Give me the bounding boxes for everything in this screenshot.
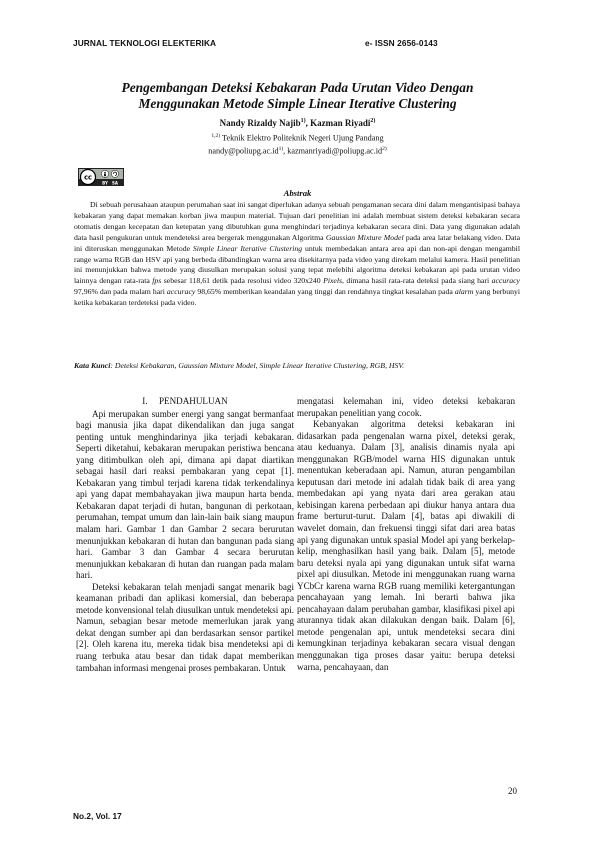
journal-name: JURNAL TEKNOLOGI ELEKTERIKA: [73, 38, 217, 48]
abstract-part: sebesar 118,61 detik pada resolusi video 320x240: [161, 276, 324, 286]
abstract-term-alarm: alarm: [454, 287, 474, 297]
page-number: 20: [508, 786, 517, 796]
title-line-2: Menggunakan Metode Simple Linear Iterative Clustering: [138, 96, 457, 111]
title-line-1: Pengembangan Deteksi Kebakaran Pada Urutan Video Dengan: [121, 80, 474, 95]
abstract-term-gmm: Gaussian Mixture Model: [325, 232, 404, 242]
abstract-part: pada area latar belakang video. Data ini diteruskan menggunakan Metode: [74, 232, 521, 253]
abstract-part: untuk membedakan antara area api dan non-api dengan mengambil range warna RGB dan HSV api yang berbeda dibandingkan warna area disekitarnya pada video yang direkam melalui kamera. Hasil penelitian ini menunjukkan bahwa metode yang diusulkan merupakan solusi yang tepat melebihi algoritma deteksi kebakaran api pada urutan video lainnya dengan rata-rata: [74, 243, 520, 286]
column-left: [76, 396, 294, 674]
by-label: BY: [102, 180, 108, 186]
abstract-part: Di sebuah perusahaan ataupun perumahan saat ini sangat diperlukan adanya sebuah pengamanan secara dini dalam mengantisipasi bahaya kebakaran yang dapat memakan korban jiwa maupun material. Tujuan dari penelitian ini adalah membuat sistem deteksi kebakaran secara otomatis dengan kecepatan dan ketepatan yang dibutuhkan guna menghindari terjadinya kebakaran secara dini. Data yang digunakan adalah data hasil pengukuran untuk mendeteksi area bergerak menggunakan Algoritma: [74, 200, 520, 242]
abstract-part: 97,96% dan pada malam hari: [74, 287, 167, 297]
author-1: Nandy Rizaldy Najib: [219, 118, 301, 128]
paragraph: mengatasi kelemahan ini, video deteksi kebakaran merupakan penelitian yang cocok.: [297, 396, 515, 418]
paragraph: Deteksi kebakaran telah menjadi sangat menarik bagi keamanan pribadi dan aplikasi komersial, dan beberapa metode konvensional telah diusulkan untuk mendeteksi api. Namun, sebagian besar metode memerlukan jarak yang dekat dengan sumber api dan berdasarkan sensor partikel [2]. Oleh karena itu, mereka tidak bisa mendeteksi api di ruang terbuka atau besar dan tidak dapat memberikan tambahan informasi mengenai proses pembakaran. Untuk: [76, 581, 294, 673]
abstract-part: 98,65% memberikan keandalan yang tinggi dan rendahnya tingkat kesalahan pada: [195, 287, 455, 297]
sa-label: SA: [112, 180, 118, 186]
keywords-text: : Deteksi Kebakaran, Gaussian Mixture Model, Simple Linear Iterative Clustering, RGB, HSV.: [110, 361, 405, 370]
issn: e- ISSN 2656-0143: [365, 38, 438, 48]
abstract-part: yang berbunyi ketika kebakaran terdeteksi pada video.: [74, 287, 520, 308]
abstract-term-accuracy: accuracy: [491, 276, 520, 286]
author-2-sup: 2): [370, 118, 376, 124]
author-2: Kazman Riyadi: [310, 118, 371, 128]
email-1-sup: 1): [278, 145, 284, 152]
affiliation: [60, 131, 535, 156]
section-number: I.: [142, 396, 148, 406]
abstract-term-fps: fps: [152, 276, 162, 286]
author-separator: ,: [305, 118, 311, 128]
paragraph: Api merupakan sumber energi yang sangat bermanfaat bagi manusia jika dapat dikendalikan dan juga sangat penting untuk menghindarinya jika terjadi kebakaran. Seperti diketahui, kebakaran merupakan peristiwa bencana yang ditimbulkan oleh api, dimana api dapat diartikan sebagai hasil dari reaksi pembakaran yang cepat [1]. Kebakaran yang timbul terjadi karena tidak terkendalinya api yang dapat membahayakan jiwa maupun harta benda. Kebakaran dapat terjadi di hutan, bangunan di perkotaan, perumahan, tempat umum dan lain-lain baik siang maupun malam hari. Gambar 1 dan Gambar 2 secara berurutan menunjukkan kebakaran di hutan dan bangunan pada siang hari. Gambar 3 dan Gambar 4 secara berurutan menunjukkan kebakaran di hutan dan ruangan pada malam hari.: [76, 408, 294, 581]
paragraph: Kebanyakan algoritma deteksi kebakaran ini didasarkan pada pengenalan warna pixel, deteksi gerak, atau keduanya. Dalam [3], analisis dinamis nyala api menggunakan RGB/model warna HIS digunakan untuk menentukan keberadaan api. Namun, aturan pengambilan keputusan dari metode ini adalah tidak baik di area yang membedakan api yang nyata dari area gerakan atau kebisingan karena perbedaan api diukur hanya antara dua frame berturut-turut. Dalam [4], batas api diwakili di wavelet domain, dan frekuensi tinggi sifat dari area batas api yang digunakan untuk spasial Model api yang berkelap-kelip, menghasilkan hasil yang baik. Dalam [5], metode baru deteksi nyala api yang digunakan untuk sifat warna pixel api diusulkan. Metode ini menggunakan ruang warna YCbCr karena warna RGB ruang memiliki ketergantungan pencahayaan yang lemah. Ini berarti bahwa jika pencahayaan dalam perubahan gambar, klasifikasi pixel api aturannya tidak akan dilakukan dengan baik. Dalam [6], metode pengenalan api, untuk mendeteksi secara dini kemungkinan terjadinya kebakaran secara visual dengan menggunakan tiga proses dasar yaitu: berupa deteksi warna, pencahayaan, dan: [297, 419, 515, 672]
affiliation-sup: 1,2): [211, 133, 221, 139]
section-heading: [76, 396, 294, 408]
section-title: PENDAHULUAN: [158, 396, 228, 406]
abstract-term-slic: Simple Linear Iterative Clustering: [192, 243, 303, 253]
cc-by-sa-icon: [78, 168, 124, 186]
institution: Teknik Elektro Politeknik Negeri Ujung Pandang: [220, 133, 384, 143]
author-1-sup: 1): [300, 118, 306, 124]
cc-label: cc: [84, 173, 92, 182]
abstract-heading: Abstrak: [283, 188, 312, 198]
column-right: [297, 396, 515, 673]
email-separator: ,: [283, 146, 288, 156]
keywords-label: Kata Kunci: [74, 361, 111, 370]
email-1[interactable]: nandy@poliupg.ac.id: [208, 146, 279, 156]
authors: [60, 118, 535, 128]
email-2-sup: 2): [382, 145, 387, 152]
email-2[interactable]: kazmanriyadi@poliupg.ac.id: [287, 146, 383, 156]
abstract-part: , dimana hasil rata-rata deteksi pada siang hari: [342, 276, 492, 286]
abstract-term-accuracy: accuracy: [166, 287, 196, 297]
keywords: [74, 361, 520, 370]
abstract-term-pixels: Pixels: [323, 276, 343, 286]
paper-title: [60, 80, 535, 112]
issue-volume: No.2, Vol. 17: [73, 811, 122, 821]
abstract-text: [74, 200, 520, 309]
